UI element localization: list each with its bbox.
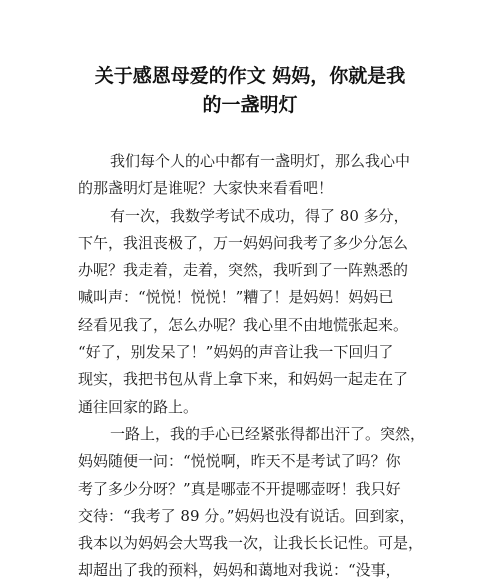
title-line-2: 的一盏明灯 bbox=[202, 94, 298, 116]
paragraph-2-line-2: 下午，我沮丧极了，万一妈妈问我考了多少分怎么 bbox=[78, 233, 409, 252]
paragraph-2-line-5: 经看见我了，怎么办呢？我心里不由地慌张起来。 bbox=[78, 315, 409, 334]
paragraph-1-line-1: 我们每个人的心中都有一盏明灯，那么我心中 bbox=[110, 152, 411, 170]
paragraph-1-line-2: 的那盏明灯是谁呢？大家快来看看吧！ bbox=[78, 179, 334, 198]
paragraph-2-line-7: 现实，我把书包从背上拿下来，和妈妈一起走在了 bbox=[78, 370, 409, 389]
paragraph-3-line-2: 妈妈随便一问：“悦悦啊，昨天不是考试了吗？你 bbox=[78, 452, 401, 471]
document-title bbox=[0, 62, 500, 120]
paragraph-3-line-6: 却超出了我的预料，妈妈和蔼地对我说：“没事， bbox=[78, 561, 401, 580]
paragraph-2-line-4: 喊叫声：“悦悦！悦悦！”糟了！是妈妈！妈妈已 bbox=[78, 288, 394, 307]
paragraph-3-line-5: 我本以为妈妈会大骂我一次，让我长长记性。可是， bbox=[78, 534, 424, 553]
title-line-1: 关于感恩母爱的作文 妈妈，你就是我 bbox=[94, 65, 406, 87]
paragraph-2-line-8: 通往回家的路上。 bbox=[78, 397, 199, 416]
paragraph-3-line-3: 考了多少分呀？”真是哪壶不开提哪壶呀！我只好 bbox=[78, 479, 401, 498]
document-body bbox=[78, 148, 438, 585]
paragraph-2-line-1: 有一次，我数学考试不成功，得了 80 多分， bbox=[110, 206, 409, 225]
paragraph-2-line-6: “好了，别发呆了！”妈妈的声音让我一下回归了 bbox=[78, 343, 394, 362]
paragraph-3-line-1: 一路上，我的手心已经紧张得都出汗了。突然， bbox=[110, 424, 426, 443]
paragraph-2-line-3: 办呢？我走着，走着，突然，我听到了一阵熟悉的 bbox=[78, 261, 409, 280]
paragraph-3-line-4: 交待：“我考了 89 分。”妈妈也没有说话。回到家， bbox=[78, 506, 415, 525]
